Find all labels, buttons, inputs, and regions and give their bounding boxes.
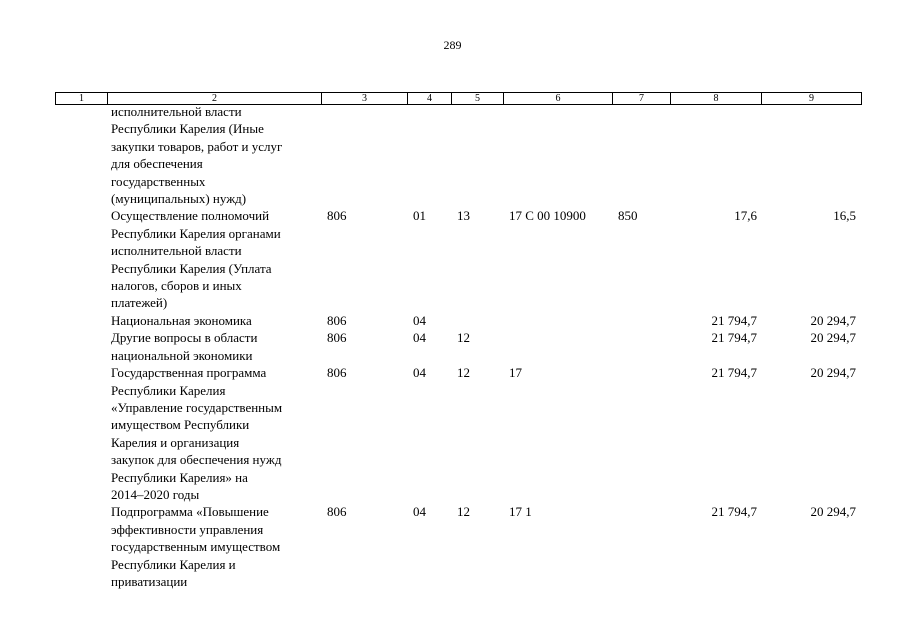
cell-name: [107, 207, 321, 311]
cell-c7: [612, 364, 670, 503]
name-line: Государственная программа: [111, 365, 267, 381]
cell-name: [107, 103, 321, 207]
table-row: [55, 103, 861, 207]
cell-c9: 20 294,7: [810, 312, 856, 328]
cell-col-1: [55, 207, 107, 311]
name-line: платежей): [111, 295, 168, 311]
name-line: имуществом Республики: [111, 417, 250, 433]
name-line: налогов, сборов и иных: [111, 278, 242, 294]
cell-c9: 20 294,7: [810, 330, 856, 346]
name-line: Республики Карелия: [111, 382, 226, 398]
name-line: исполнительной власти: [111, 243, 242, 259]
cell-c9: 16,5: [833, 208, 856, 224]
cell-c4: 01: [413, 208, 426, 224]
cell-c8: [670, 103, 761, 207]
cell-c5: 12: [457, 504, 470, 520]
cell-c7: [612, 503, 670, 590]
name-line: «Управление государственным: [111, 399, 283, 415]
name-line: для обеспечения: [111, 156, 203, 172]
table-row: [55, 503, 861, 590]
cell-c4: 04: [413, 330, 426, 346]
header-col-6: 6: [504, 93, 613, 105]
cell-c8: 21 794,7: [711, 365, 757, 381]
header-col-7: 7: [613, 93, 671, 105]
table-row: [55, 207, 861, 311]
cell-c4: [407, 103, 451, 207]
header-col-8: 8: [671, 93, 762, 105]
cell-c5: [451, 312, 503, 329]
cell-c5: 13: [457, 208, 470, 224]
cell-name: [107, 312, 321, 329]
cell-c8: 21 794,7: [711, 312, 757, 328]
name-line: (муниципальных) нужд): [111, 191, 247, 207]
cell-c3: 806: [327, 365, 347, 381]
cell-c6: [503, 329, 612, 364]
cell-c6: [503, 103, 612, 207]
header-col-5: 5: [452, 93, 504, 105]
cell-c7: [612, 103, 670, 207]
cell-c9: 20 294,7: [810, 365, 856, 381]
name-line: приватизации: [111, 573, 188, 589]
header-col-4: 4: [408, 93, 452, 105]
header-col-2: 2: [108, 93, 322, 105]
header-col-9: 9: [762, 93, 862, 105]
table-row: [55, 312, 861, 329]
cell-col-1: [55, 329, 107, 364]
cell-col-1: [55, 103, 107, 207]
cell-c8: 17,6: [734, 208, 757, 224]
cell-c7: [612, 312, 670, 329]
cell-c6: 17 С 00 10900: [509, 208, 586, 224]
name-line: государственных: [111, 173, 206, 189]
name-line: Республики Карелия (Уплата: [111, 260, 272, 276]
name-line: Республики Карелия и: [111, 556, 236, 572]
name-line: исполнительной власти: [111, 104, 242, 119]
cell-c3: [321, 103, 407, 207]
name-line: Карелия и организация: [111, 434, 240, 450]
cell-c7: [612, 329, 670, 364]
name-line: Республики Карелия органами: [111, 225, 281, 241]
cell-c3: 806: [327, 504, 347, 520]
name-line: 2014–2020 годы: [111, 486, 200, 502]
cell-c5: 12: [457, 365, 470, 381]
table-row: [55, 329, 861, 364]
cell-col-1: [55, 312, 107, 329]
cell-c5: 12: [457, 330, 470, 346]
cell-c5: [451, 103, 503, 207]
cell-c9: [761, 103, 861, 207]
cell-c3: 806: [327, 208, 347, 224]
header-col-3: 3: [322, 93, 408, 105]
cell-c6: [503, 312, 612, 329]
name-line: закупок для обеспечения нужд: [111, 452, 282, 468]
name-line: Национальная экономика: [111, 312, 252, 328]
cell-c8: 21 794,7: [711, 504, 757, 520]
name-line: государственным имуществом: [111, 539, 281, 555]
header-col-1: 1: [56, 93, 108, 105]
page-number: 289: [443, 38, 462, 52]
cell-col-1: [55, 364, 107, 503]
cell-c4: 04: [413, 312, 426, 328]
cell-c9: 20 294,7: [810, 504, 856, 520]
table-row: [55, 364, 861, 503]
cell-name: [107, 329, 321, 364]
name-line: эффективности управления: [111, 521, 264, 537]
budget-table-body: [55, 103, 861, 590]
cell-c6: 17: [509, 365, 522, 381]
name-line: национальной экономики: [111, 347, 253, 363]
cell-c7: 850: [618, 208, 638, 224]
cell-name: [107, 364, 321, 503]
name-line: Осуществление полномочий: [111, 208, 270, 224]
cell-c6: 17 1: [509, 504, 532, 520]
cell-c3: 806: [327, 330, 347, 346]
cell-col-1: [55, 503, 107, 590]
name-line: Республики Карелия» на: [111, 469, 248, 485]
name-line: Подпрограмма «Повышение: [111, 504, 269, 520]
cell-c3: 806: [327, 312, 347, 328]
name-line: Республики Карелия (Иные: [111, 121, 264, 137]
cell-c8: 21 794,7: [711, 330, 757, 346]
cell-c4: 04: [413, 504, 426, 520]
cell-c4: 04: [413, 365, 426, 381]
name-line: закупки товаров, работ и услуг: [111, 138, 283, 154]
name-line: Другие вопросы в области: [111, 330, 258, 346]
cell-name: [107, 503, 321, 590]
